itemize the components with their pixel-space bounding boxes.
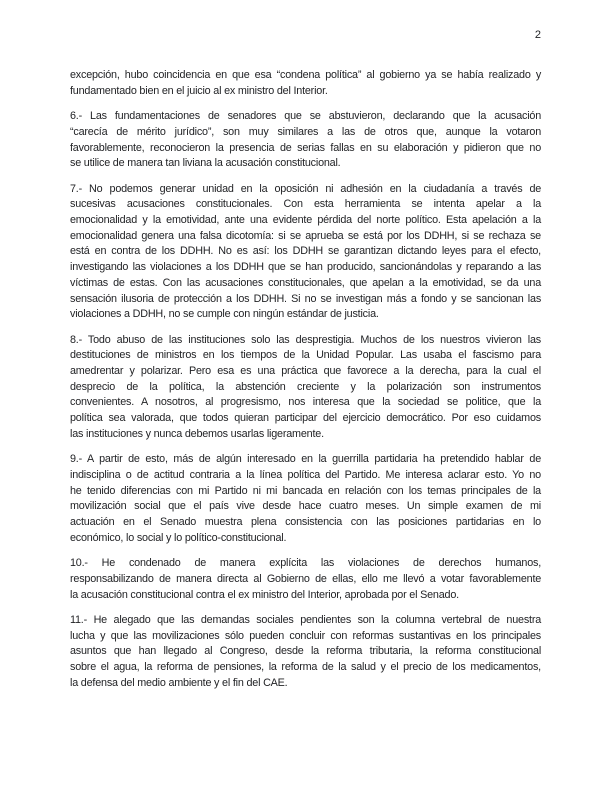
text-line: excepción, hubo coincidencia en que esa “condena política” al gobierno ya se había realizado y: [70, 69, 542, 81]
text-line: víctimas de estas. Con las acusaciones constitucionales, que apelan a la emotividad, se da una: [70, 276, 542, 289]
text-line: 9.- A partir de esto, más de algún interesado en la guerrilla partidaria ha pretendido hablar de: [70, 453, 541, 466]
paragraph-item-6: [70, 109, 541, 172]
text-line: actuación en el Senado muestra plena consistencia con las posiciones partidarias en lo: [70, 516, 541, 529]
text-line: se utilice de manera tan liviana la acusación constitucional.: [70, 157, 341, 170]
text-line: convenientes. A nosotros, al progresismo, nos interesa que la sociedad se politice, que la: [70, 396, 542, 409]
text-line: la acusación constitucional contra el ex ministro del Interior, aprobada por el Senado.: [70, 588, 459, 601]
text-line: asuntos que han llegado al Congreso, desde la reforma tributaria, la reforma constitucional: [70, 645, 542, 658]
text-line: la defensa del medio ambiente y el fin del CAE.: [70, 676, 288, 689]
text-line: investigando las violaciones a los DDHH que se han producido, sancionándolas y reparando a las: [70, 261, 542, 274]
text-line: las instituciones y nunca debemos usarlas ligeramente.: [70, 427, 324, 440]
text-line: desprecio de la política, la abstención creciente y la polarización son instrumentos: [70, 380, 541, 393]
document-content: [70, 68, 541, 692]
paragraph-intro-continuation: [70, 68, 541, 99]
text-line: lucha y que las movilizaciones sólo pueden concluir con reformas sustantivas en los principales: [70, 629, 541, 642]
text-line: “carecía de mérito jurídico”, son muy similares a las de otros que, aunque la votaron: [70, 125, 542, 138]
page-number: 2: [534, 29, 541, 41]
text-line: violaciones a DDHH, no se cumple con ningún estándar de justicia.: [70, 308, 379, 321]
text-line: amedrentar y polarizar. Pero esa es una práctica que favorece a la derecha, para la cual el: [70, 365, 541, 378]
text-line: he tenido diferencias con mi Partido ni mi bancada en relación con los temas principales de la: [70, 484, 541, 497]
text-line: 10.- He condenado de manera explícita las violaciones de derechos humanos,: [70, 557, 542, 570]
text-line: movilización social que el país vive desde hace cuatro meses. Un simple examen de mi: [70, 500, 541, 513]
text-line: favorablemente, reconocieron la presencia de serias fallas en su elaboración y pidieron que no: [70, 141, 542, 154]
text-line: emocionalidad y la emotividad, ante una evidente pérdida del norte político. Esta apelación a la: [70, 214, 542, 227]
paragraph-item-10: [70, 556, 541, 603]
text-line: sucesivas acusaciones constitucionales. Con esta herramienta se intenta apelar a la: [70, 198, 542, 211]
paragraph-item-9: [70, 452, 541, 546]
text-line: fundamentado bien en el juicio al ex ministro del Interior.: [70, 84, 328, 97]
paragraph-item-7: [70, 182, 541, 323]
text-line: emocionalidad genera una falsa dicotomía: si se aprueba se está por los DDHH, si se rechaza se: [70, 229, 541, 242]
text-line: indisciplina o de actitud contraria a la línea política del Partido. Me interesa aclarar esto. Yo no: [70, 469, 541, 481]
text-line: destituciones de ministros en los tiempos de la Unidad Popular. Las usaba el fascismo para: [70, 349, 542, 362]
text-line: económico, lo social y lo político-constitucional.: [70, 531, 287, 544]
text-line: 7.- No podemos generar unidad en la oposición ni adhesión en la ciudadanía a través de: [70, 182, 542, 195]
text-line: está en contra de los DDHH. No es así: los DDHH se garantizan dictando leyes para el efecto,: [70, 245, 541, 258]
text-line: 11.- He alegado que las demandas sociales pendientes son la columna vertebral de nuestra: [70, 614, 542, 627]
paragraph-item-11: [70, 613, 541, 691]
text-line: política sea valorada, que todos quieran participar del ejercicio democrático. Por eso cuidamos: [70, 412, 541, 425]
text-line: responsabilizando de manera directa al Gobierno de ellas, ello me llevó a votar favorablemente: [70, 572, 542, 585]
paragraph-item-8: [70, 333, 541, 443]
text-line: sensación ilusoria de protección a los DDHH. Si no se investigan más a fondo y se sancionan las: [70, 292, 542, 305]
text-line: 6.- Las fundamentaciones de senadores que se abstuvieron, declarando que la acusación: [70, 110, 542, 123]
text-line: 8.- Todo abuso de las instituciones solo las desprestigia. Muchos de los nuestros vivieron las: [70, 333, 541, 346]
text-line: sobre el agua, la reforma de pensiones, la reforma de la salud y el precio de los medicamentos,: [70, 661, 541, 674]
